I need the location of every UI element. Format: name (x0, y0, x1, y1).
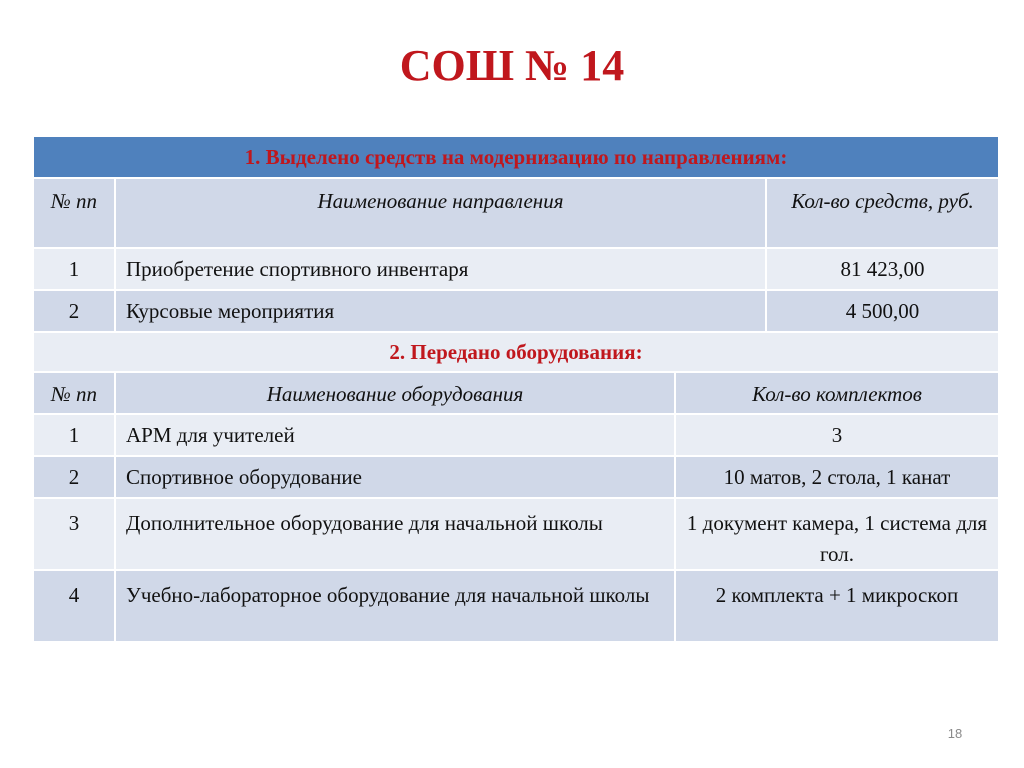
row-value: 81 423,00 (767, 249, 998, 291)
section2-heading-row (34, 333, 998, 373)
section2-heading: 2. Передано оборудования: (34, 333, 998, 373)
section2-header-row (34, 373, 998, 415)
header-sets: Кол-во комплектов (676, 373, 998, 415)
row-num: 2 (34, 457, 116, 499)
row-name: АРМ для учителей (116, 415, 676, 457)
row-name: Дополнительное оборудование для начальной школы (116, 499, 676, 571)
table-row (34, 571, 998, 643)
table-row (34, 249, 998, 291)
row-value: 2 комплекта + 1 микроскоп (676, 571, 998, 643)
section1-heading-row (34, 137, 998, 179)
row-num: 3 (34, 499, 116, 571)
row-value: 3 (676, 415, 998, 457)
section1-header-row (34, 179, 998, 249)
row-value: 1 документ камера, 1 система для гол. (676, 499, 998, 571)
slide-title: СОШ № 14 (399, 41, 625, 90)
row-num: 1 (34, 415, 116, 457)
header-equipment: Наименование оборудования (116, 373, 676, 415)
table-row (34, 499, 998, 571)
table-row (34, 415, 998, 457)
row-value: 4 500,00 (767, 291, 998, 333)
table-row (34, 457, 998, 499)
row-name: Учебно-лабораторное оборудование для начальной школы (116, 571, 676, 643)
header-direction: Наименование направления (116, 179, 767, 249)
row-name: Курсовые мероприятия (116, 291, 767, 333)
row-num: 1 (34, 249, 116, 291)
header-funds: Кол-во средств, руб. (767, 179, 998, 249)
row-num: 4 (34, 571, 116, 643)
row-name: Приобретение спортивного инвентаря (116, 249, 767, 291)
row-value: 10 матов, 2 стола, 1 канат (676, 457, 998, 499)
table-row (34, 291, 998, 333)
modernization-table (34, 136, 998, 643)
header-num: № пп (34, 179, 116, 249)
row-name: Спортивное оборудование (116, 457, 676, 499)
section1-heading: 1. Выделено средств на модернизацию по направлениям: (34, 137, 998, 179)
header-num: № пп (34, 373, 116, 415)
row-num: 2 (34, 291, 116, 333)
page-number: 18 (947, 726, 963, 741)
